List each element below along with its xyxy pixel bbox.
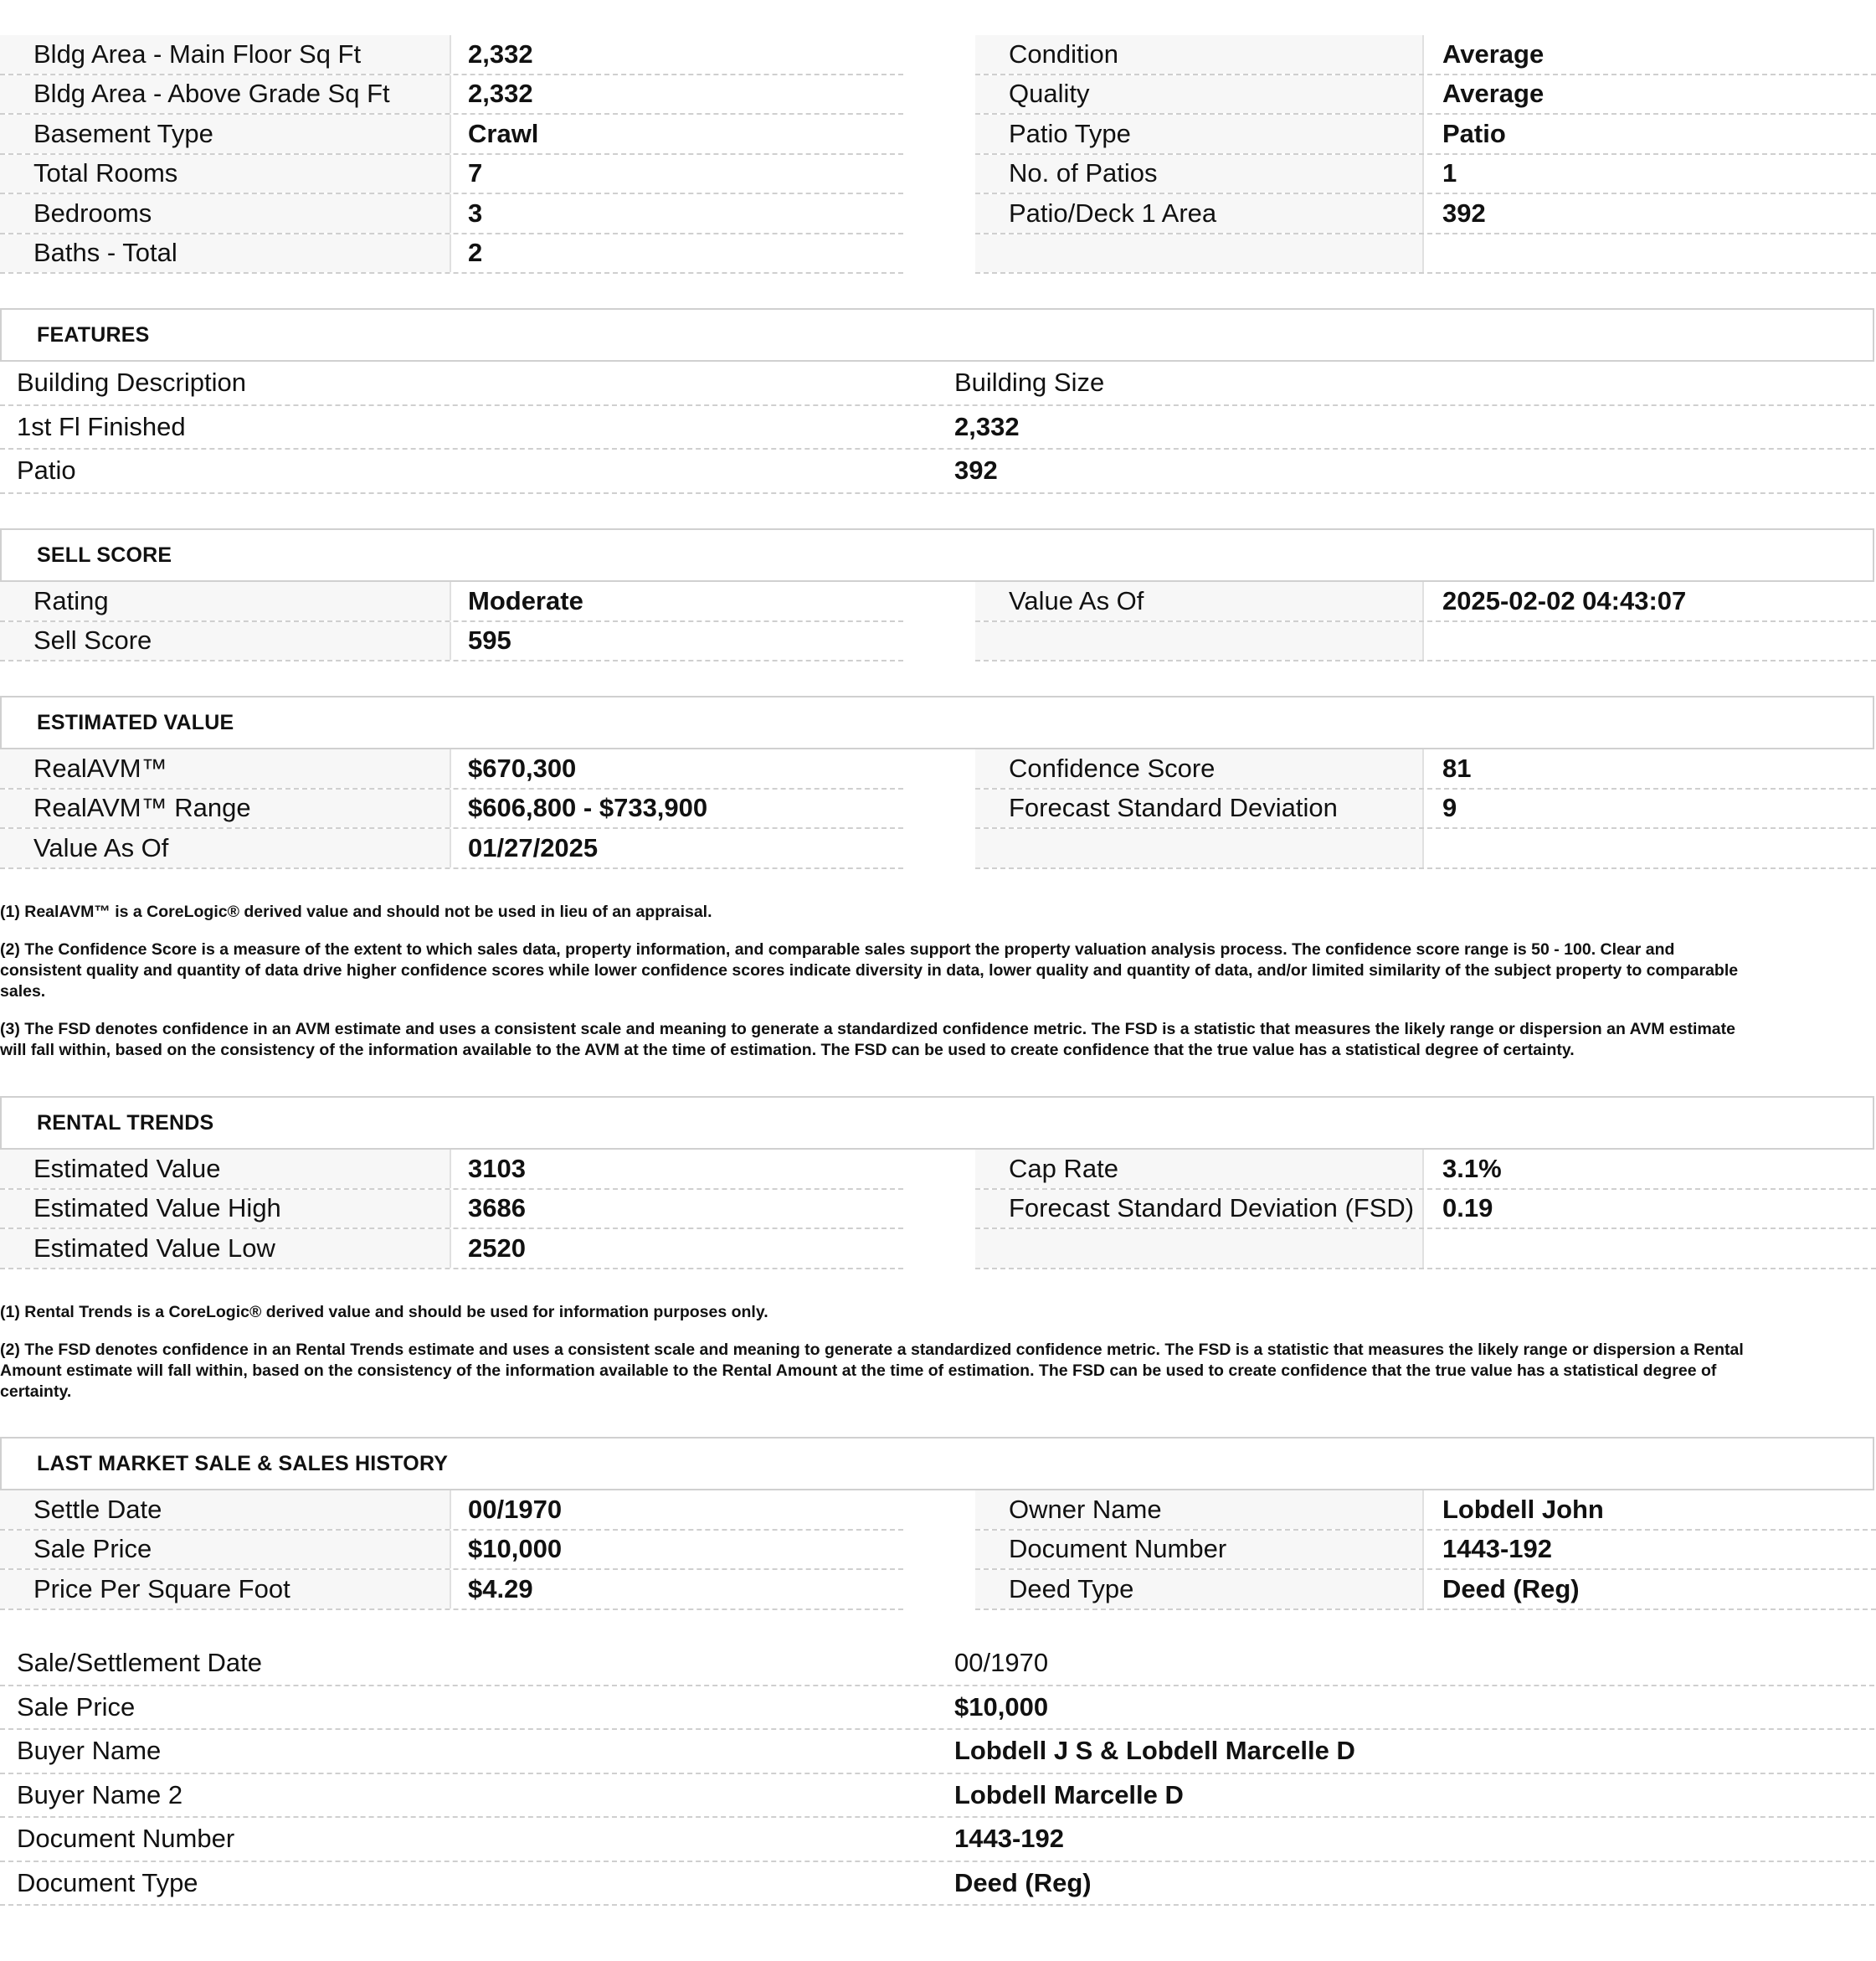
table-row [0,749,903,790]
table-row [0,35,903,75]
row-value: Moderate [468,585,583,615]
table-row [0,234,903,275]
estimated-value-footnotes [0,902,1750,1078]
table-row [0,75,903,116]
estimated-value-left [0,749,903,869]
table-row [975,155,1876,195]
building-table-left [0,35,903,274]
row-label: Forecast Standard Deviation (FSD) [975,1190,1424,1228]
table-row [975,622,1876,662]
features-table [0,362,1874,494]
row-value [1424,829,1876,867]
row-label: Estimated Value High [0,1190,451,1228]
estimated-value-right [975,749,1876,869]
table-row [0,790,903,830]
row-value: 2520 [468,1233,526,1263]
row-label: Baths - Total [0,234,451,273]
row-value: 00/1970 [468,1494,563,1524]
row-value: 2,332 [468,79,533,109]
row-label: Value As Of [0,829,451,867]
row-value [1424,234,1876,273]
table-row [0,1229,903,1269]
row-value: Average [1442,79,1544,109]
row-label: Deed Type [975,1570,1424,1608]
table-row [975,1490,1876,1531]
row-value: 00/1970 [954,1648,1049,1678]
table-row [0,1570,903,1610]
table-row [975,1531,1876,1571]
row-value: Deed (Reg) [954,1867,1092,1897]
features-section-title: FEATURES [0,308,1874,362]
row-label: Forecast Standard Deviation [975,790,1424,828]
table-row [0,194,903,234]
table-row [975,749,1876,790]
row-value: 2025-02-02 04:43:07 [1442,585,1687,615]
rental-trends-right [975,1150,1876,1269]
row-label: Value As Of [975,582,1424,620]
table-row [975,234,1876,275]
table-row [975,1570,1876,1610]
row-value: 1443-192 [954,1824,1065,1854]
row-value: Building Size [954,368,1105,398]
table-row [975,1229,1876,1269]
row-value: 3.1% [1442,1153,1502,1183]
row-value: Patio [1442,118,1506,148]
row-label: Sale Price [0,1531,451,1569]
row-value: 0.19 [1442,1193,1493,1223]
table-row [0,362,1874,406]
table-row [975,75,1876,116]
table-row [0,1686,1874,1731]
footnote: (1) Rental Trends is a CoreLogic® derived value and should be used for information purposes only. [0,1303,768,1321]
row-value: 1443-192 [1442,1534,1553,1564]
table-row [975,790,1876,830]
row-label: Document Type [17,1867,198,1897]
sell-score-left [0,582,903,661]
table-row [0,1531,903,1571]
table-row [975,115,1876,155]
row-label: Confidence Score [975,749,1424,788]
row-value: 3103 [468,1153,526,1183]
table-row [0,450,1874,494]
row-label: Estimated Value [0,1150,451,1188]
row-value [1424,622,1876,661]
table-row [975,194,1876,234]
row-label [975,829,1424,867]
row-label: Basement Type [0,115,451,153]
table-row [975,1150,1876,1190]
row-label [975,622,1424,661]
row-label: Owner Name [975,1490,1424,1529]
row-value: Lobdell J S & Lobdell Marcelle D [954,1736,1355,1766]
table-row [0,1642,1874,1686]
row-label: Price Per Square Foot [0,1570,451,1608]
table-row [0,406,1874,450]
row-value: 595 [468,625,511,656]
row-label: RealAVM™ [0,749,451,788]
footnote: (3) The FSD denotes confidence in an AVM estimate and uses a consistent scale and meaning to generate a standardized confidence metric. The FSD is a statistic that measures the likely range or dispersion an AVM estimate will fall within, based on the consistency of the information available to the AVM at the time of estimation. The FSD can be used to create confidence that the true value has a statistical degree of certainty. [0,1020,1735,1059]
sell-score-right [975,582,1876,661]
table-row [0,582,903,622]
row-label: Building Description [17,368,246,398]
row-value: $4.29 [468,1573,533,1603]
row-value: 1 [1442,158,1457,188]
row-value: 2 [468,238,483,268]
last-sale-section-title: LAST MARKET SALE & SALES HISTORY [0,1437,1874,1490]
row-value: $10,000 [954,1691,1049,1722]
row-label: Total Rooms [0,155,451,193]
row-label: Condition [975,35,1424,74]
row-label: Bldg Area - Main Floor Sq Ft [0,35,451,74]
row-value: Crawl [468,118,539,148]
row-label: Bldg Area - Above Grade Sq Ft [0,75,451,114]
table-row [0,622,903,662]
row-label: RealAVM™ Range [0,790,451,828]
table-row [0,1730,1874,1774]
row-value: 01/27/2025 [468,832,599,862]
row-value: 2,332 [468,39,533,69]
row-label: Document Number [975,1531,1424,1569]
rental-trends-footnotes [0,1302,1750,1419]
row-label: Patio [17,456,76,486]
row-label: Buyer Name 2 [17,1779,183,1809]
row-label: Estimated Value Low [0,1229,451,1268]
row-value: 7 [468,158,483,188]
table-row [975,582,1876,622]
row-value: 392 [1442,198,1486,228]
row-label: Bedrooms [0,194,451,233]
row-label: 1st Fl Finished [17,411,186,441]
table-row [0,1774,1874,1819]
table-row [0,1490,903,1531]
row-label [975,234,1424,273]
rental-trends-left [0,1150,903,1269]
estimated-value-section-title: ESTIMATED VALUE [0,696,1874,749]
row-value: 2,332 [954,411,1020,441]
table-row [0,1862,1874,1907]
last-sale-left [0,1490,903,1610]
sell-score-section-title: SELL SCORE [0,528,1874,582]
table-row [0,1818,1874,1862]
table-row [975,829,1876,869]
row-label: Settle Date [0,1490,451,1529]
row-label: Cap Rate [975,1150,1424,1188]
row-value: $10,000 [468,1534,563,1564]
row-value: $606,800 - $733,900 [468,793,708,823]
row-value [1424,1229,1876,1268]
row-label: Buyer Name [17,1736,162,1766]
row-value: Deed (Reg) [1442,1573,1580,1603]
row-label: Patio Type [975,115,1424,153]
footnote: (2) The Confidence Score is a measure of the extent to which sales data, property information, and comparable sales support the property valuation analysis process. The confidence score range is 50 - 100. Clear and consistent quality and quantity of data drive higher confidence scores while lower confidence scores indicate diversity in data, lower quality and quantity of data, and/or limited similarity of the subject property to comparable sales. [0,940,1739,1001]
row-label: Sale/Settlement Date [17,1648,262,1678]
row-value: 9 [1442,793,1457,823]
row-label: Quality [975,75,1424,114]
row-value: 392 [954,456,998,486]
row-value: Average [1442,39,1544,69]
row-label: Rating [0,582,451,620]
row-label: No. of Patios [975,155,1424,193]
table-row [0,155,903,195]
table-row [0,115,903,155]
table-row [975,35,1876,75]
row-label [975,1229,1424,1268]
table-row [0,1190,903,1230]
row-label: Document Number [17,1824,235,1854]
table-row [0,1150,903,1190]
table-row [0,829,903,869]
row-value: Lobdell John [1442,1494,1604,1524]
row-value: $670,300 [468,753,577,783]
building-table-right [975,35,1876,274]
row-label: Patio/Deck 1 Area [975,194,1424,233]
row-value: 3686 [468,1193,526,1223]
table-row [975,1190,1876,1230]
row-label: Sell Score [0,622,451,661]
footnote: (1) RealAVM™ is a CoreLogic® derived value and should not be used in lieu of an appraisal. [0,903,712,921]
footnote: (2) The FSD denotes confidence in an Rental Trends estimate and uses a consistent scale and meaning to generate a standardized confidence metric. The FSD is a statistic that measures the likely range or dispersion a Rental Amount estimate will fall within, based on the consistency of the information available to the Rental Amount at the time of estimation. The FSD can be used to create confidence that the true value has a statistical degree of certainty. [0,1341,1744,1401]
row-value: Lobdell Marcelle D [954,1779,1184,1809]
row-label: Sale Price [17,1691,136,1722]
last-sale-right [975,1490,1876,1610]
row-value: 81 [1442,753,1472,783]
rental-trends-section-title: RENTAL TRENDS [0,1096,1874,1150]
sales-history-table [0,1642,1874,1906]
row-value: 3 [468,198,483,228]
